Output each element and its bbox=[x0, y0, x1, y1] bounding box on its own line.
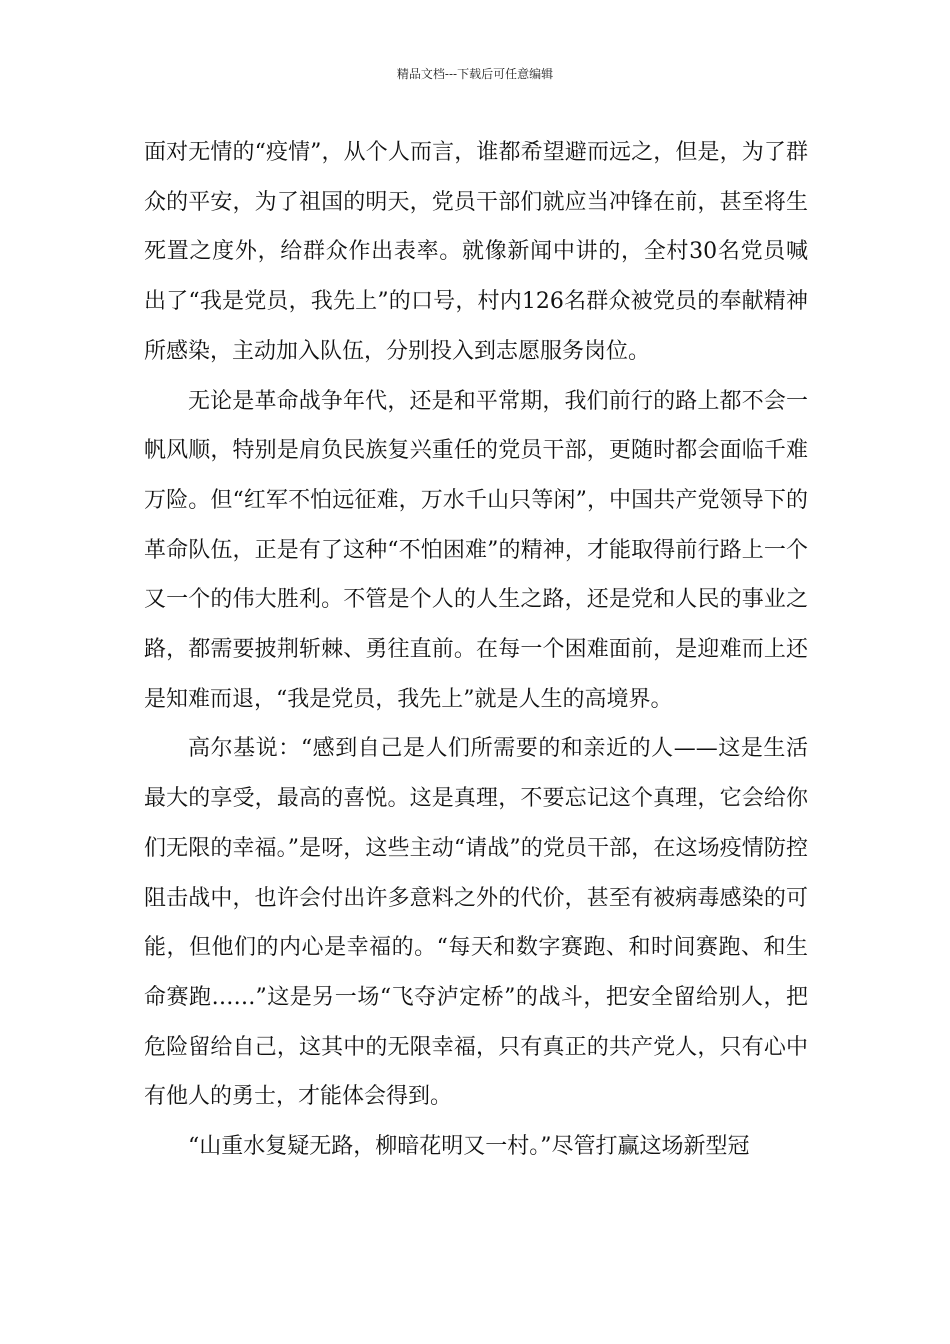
paragraph-4: “山重水复疑无路，柳暗花明又一村。”尽管打赢这场新型冠 bbox=[188, 1134, 750, 1160]
document-body bbox=[144, 128, 808, 1172]
paragraph-2: 无论是革命战争年代，还是和平常期，我们前行的路上都不会一帆风顺，特别是肩负民族复兴重任的党员干部，更随时都会面临千难万险。但“红军不怕远征难，万水千山只等闲”，中国共产党领导下的革命队伍，正是有了这种“不怕困难”的精神，才能取得前行路上一个又一个的伟大胜利。不管是个人的人生之路，还是党和人民的事业之路，都需要披荆斩棘、勇往直前。在每一个困难面前，是迎难而上还是知难而退，“我是党员，我先上”就是人生的高境界。 bbox=[144, 388, 808, 712]
page-header: 精品文档---下载后可任意编辑 bbox=[396, 67, 554, 81]
paragraph-1: 面对无情的“疫情”，从个人而言，谁都希望避而远之，但是，为了群众的平安，为了祖国的明天，党员干部们就应当冲锋在前，甚至将生死置之度外，给群众作出表率。就像新闻中讲的，全村30名党员喊出了“我是党员，我先上”的口号，村内126名群众被党员的奉献精神所感染，主动加入队伍，分别投入到志愿服务岗位。 bbox=[144, 140, 808, 364]
paragraph-3: 高尔基说：“感到自己是人们所需要的和亲近的人——这是生活最大的享受，最高的喜悦。这是真理，不要忘记这个真理，它会给你们无限的幸福。”是呀，这些主动“请战”的党员干部，在这场疫情防控阻击战中，也许会付出许多意料之外的代价，甚至有被病毒感染的可能，但他们的内心是幸福的。“每天和数字赛跑、和时间赛跑、和生命赛跑……”这是另一场“飞夺泸定桥”的战斗，把安全留给别人，把危险留给自己，这其中的无限幸福，只有真正的共产党人，只有心中有他人的勇士，才能体会得到。 bbox=[144, 736, 808, 1110]
